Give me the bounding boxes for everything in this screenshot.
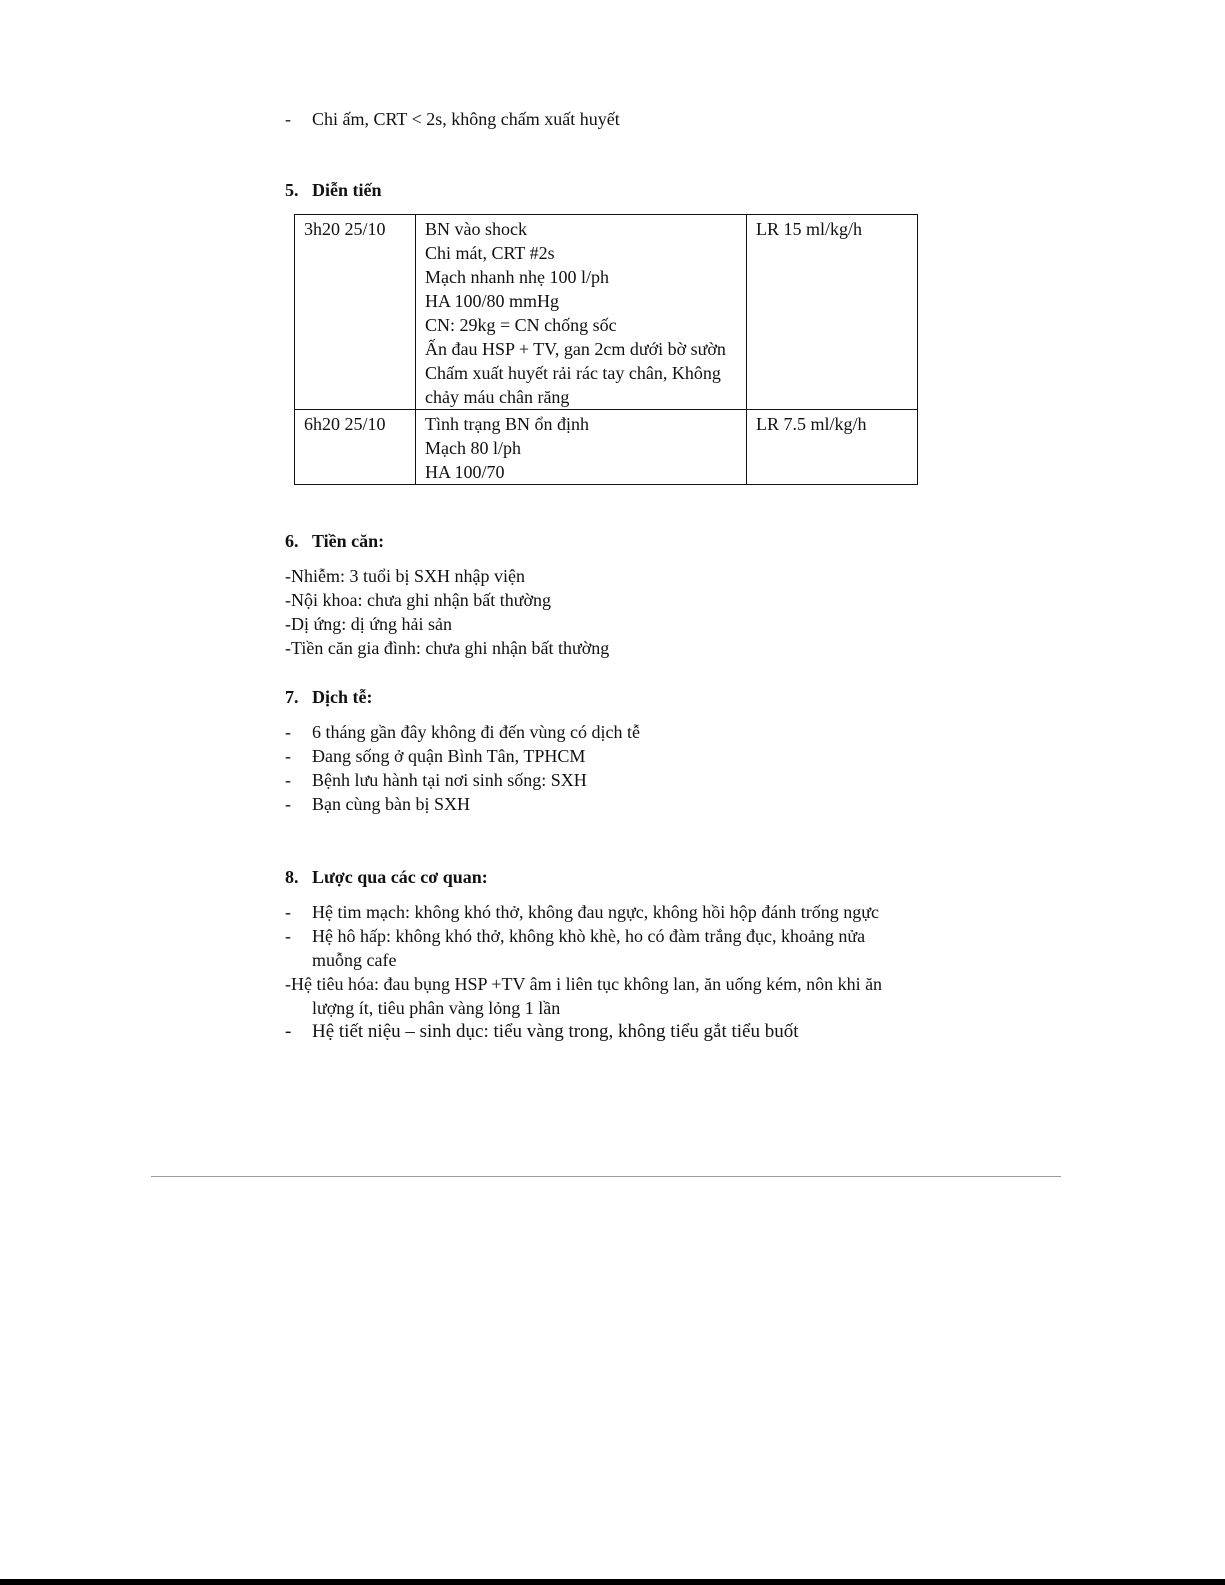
table-row	[295, 215, 918, 410]
note-line: Mạch 80 l/ph	[425, 438, 521, 458]
epidemiology-text: 6 tháng gần đây không đi đến vùng có dịch tễ	[312, 722, 640, 742]
page-divider	[151, 1176, 1061, 1177]
note-line: BN vào shock	[425, 219, 527, 239]
extremity-note	[285, 107, 620, 131]
progress-table	[294, 214, 918, 485]
epidemiology-item	[285, 792, 470, 816]
bullet-dash: -	[285, 109, 291, 129]
epidemiology-text: Bạn cùng bàn bị SXH	[312, 794, 470, 814]
treatment-cell: LR 7.5 ml/kg/h	[747, 410, 918, 485]
history-item: -Tiền căn gia đình: chưa ghi nhận bất thường	[285, 638, 610, 658]
section-title: Dịch tễ:	[312, 687, 373, 707]
note-line: Chi mát, CRT #2s	[425, 243, 555, 263]
section-title: Lược qua các cơ quan:	[312, 867, 488, 887]
section-8-heading	[285, 865, 488, 889]
history-item: -Nội khoa: chưa ghi nhận bất thường	[285, 590, 551, 610]
note-line: Tình trạng BN ổn định	[425, 414, 589, 434]
notes-cell	[416, 410, 747, 485]
note-line: Ấn đau HSP + TV, gan 2cm dưới bờ sườn	[425, 339, 726, 359]
epidemiology-item	[285, 720, 640, 744]
section-number: 6.	[285, 531, 299, 551]
note-line: Chấm xuất huyết rải rác tay chân, Không	[425, 363, 721, 383]
systems-item-resp-continued: muỗng cafe	[312, 950, 397, 970]
systems-text: Hệ tiết niệu – sinh dục: tiểu vàng trong, không tiểu gắt tiểu buốt	[312, 1021, 799, 1042]
history-item: -Dị ứng: dị ứng hải sản	[285, 614, 452, 634]
systems-text: Hệ hô hấp: không khó thở, không khò khè, ho có đàm trắng đục, khoảng nửa	[312, 926, 866, 946]
note-line: Mạch nhanh nhẹ 100 l/ph	[425, 267, 609, 287]
section-5-heading	[285, 178, 382, 202]
bullet-dash: -	[285, 926, 291, 946]
note-line: chảy máu chân răng	[425, 387, 570, 407]
time-cell: 3h20 25/10	[295, 215, 416, 410]
treatment-cell: LR 15 ml/kg/h	[747, 215, 918, 410]
epidemiology-text: Đang sống ở quận Bình Tân, TPHCM	[312, 746, 586, 766]
systems-item-digest: -Hệ tiêu hóa: đau bụng HSP +TV âm i liên tục không lan, ăn uống kém, nôn khi ăn	[285, 974, 883, 994]
note-line: HA 100/70	[425, 462, 505, 482]
systems-item-cardio	[285, 900, 879, 924]
extremity-note-text: Chi ấm, CRT < 2s, không chấm xuất huyết	[312, 109, 620, 129]
table-row	[295, 410, 918, 485]
section-7-heading	[285, 685, 372, 709]
section-number: 8.	[285, 867, 299, 887]
systems-text: Hệ tim mạch: không khó thở, không đau ngực, không hồi hộp đánh trống ngực	[312, 902, 879, 922]
section-number: 5.	[285, 180, 299, 200]
time-cell: 6h20 25/10	[295, 410, 416, 485]
section-title: Tiền căn:	[312, 531, 385, 551]
bullet-dash: -	[285, 794, 291, 814]
systems-item-digest-continued: lượng ít, tiêu phân vàng lỏng 1 lần	[312, 998, 561, 1018]
epidemiology-item	[285, 744, 585, 768]
note-line: HA 100/80 mmHg	[425, 291, 560, 311]
epidemiology-item	[285, 768, 587, 792]
note-line: CN: 29kg = CN chống sốc	[425, 315, 617, 335]
bullet-dash: -	[285, 746, 291, 766]
epidemiology-text: Bệnh lưu hành tại nơi sinh sống: SXH	[312, 770, 587, 790]
section-number: 7.	[285, 687, 299, 707]
bullet-dash: -	[285, 770, 291, 790]
section-6-heading	[285, 529, 384, 553]
section-title: Diễn tiến	[312, 180, 382, 200]
notes-cell	[416, 215, 747, 410]
systems-item-uro	[285, 1020, 799, 1044]
bullet-dash: -	[285, 902, 291, 922]
systems-item-resp	[285, 924, 865, 948]
bullet-dash: -	[285, 722, 291, 742]
history-item: -Nhiễm: 3 tuổi bị SXH nhập viện	[285, 566, 525, 586]
bottom-edge-bar	[0, 1579, 1225, 1585]
bullet-dash: -	[285, 1021, 292, 1042]
